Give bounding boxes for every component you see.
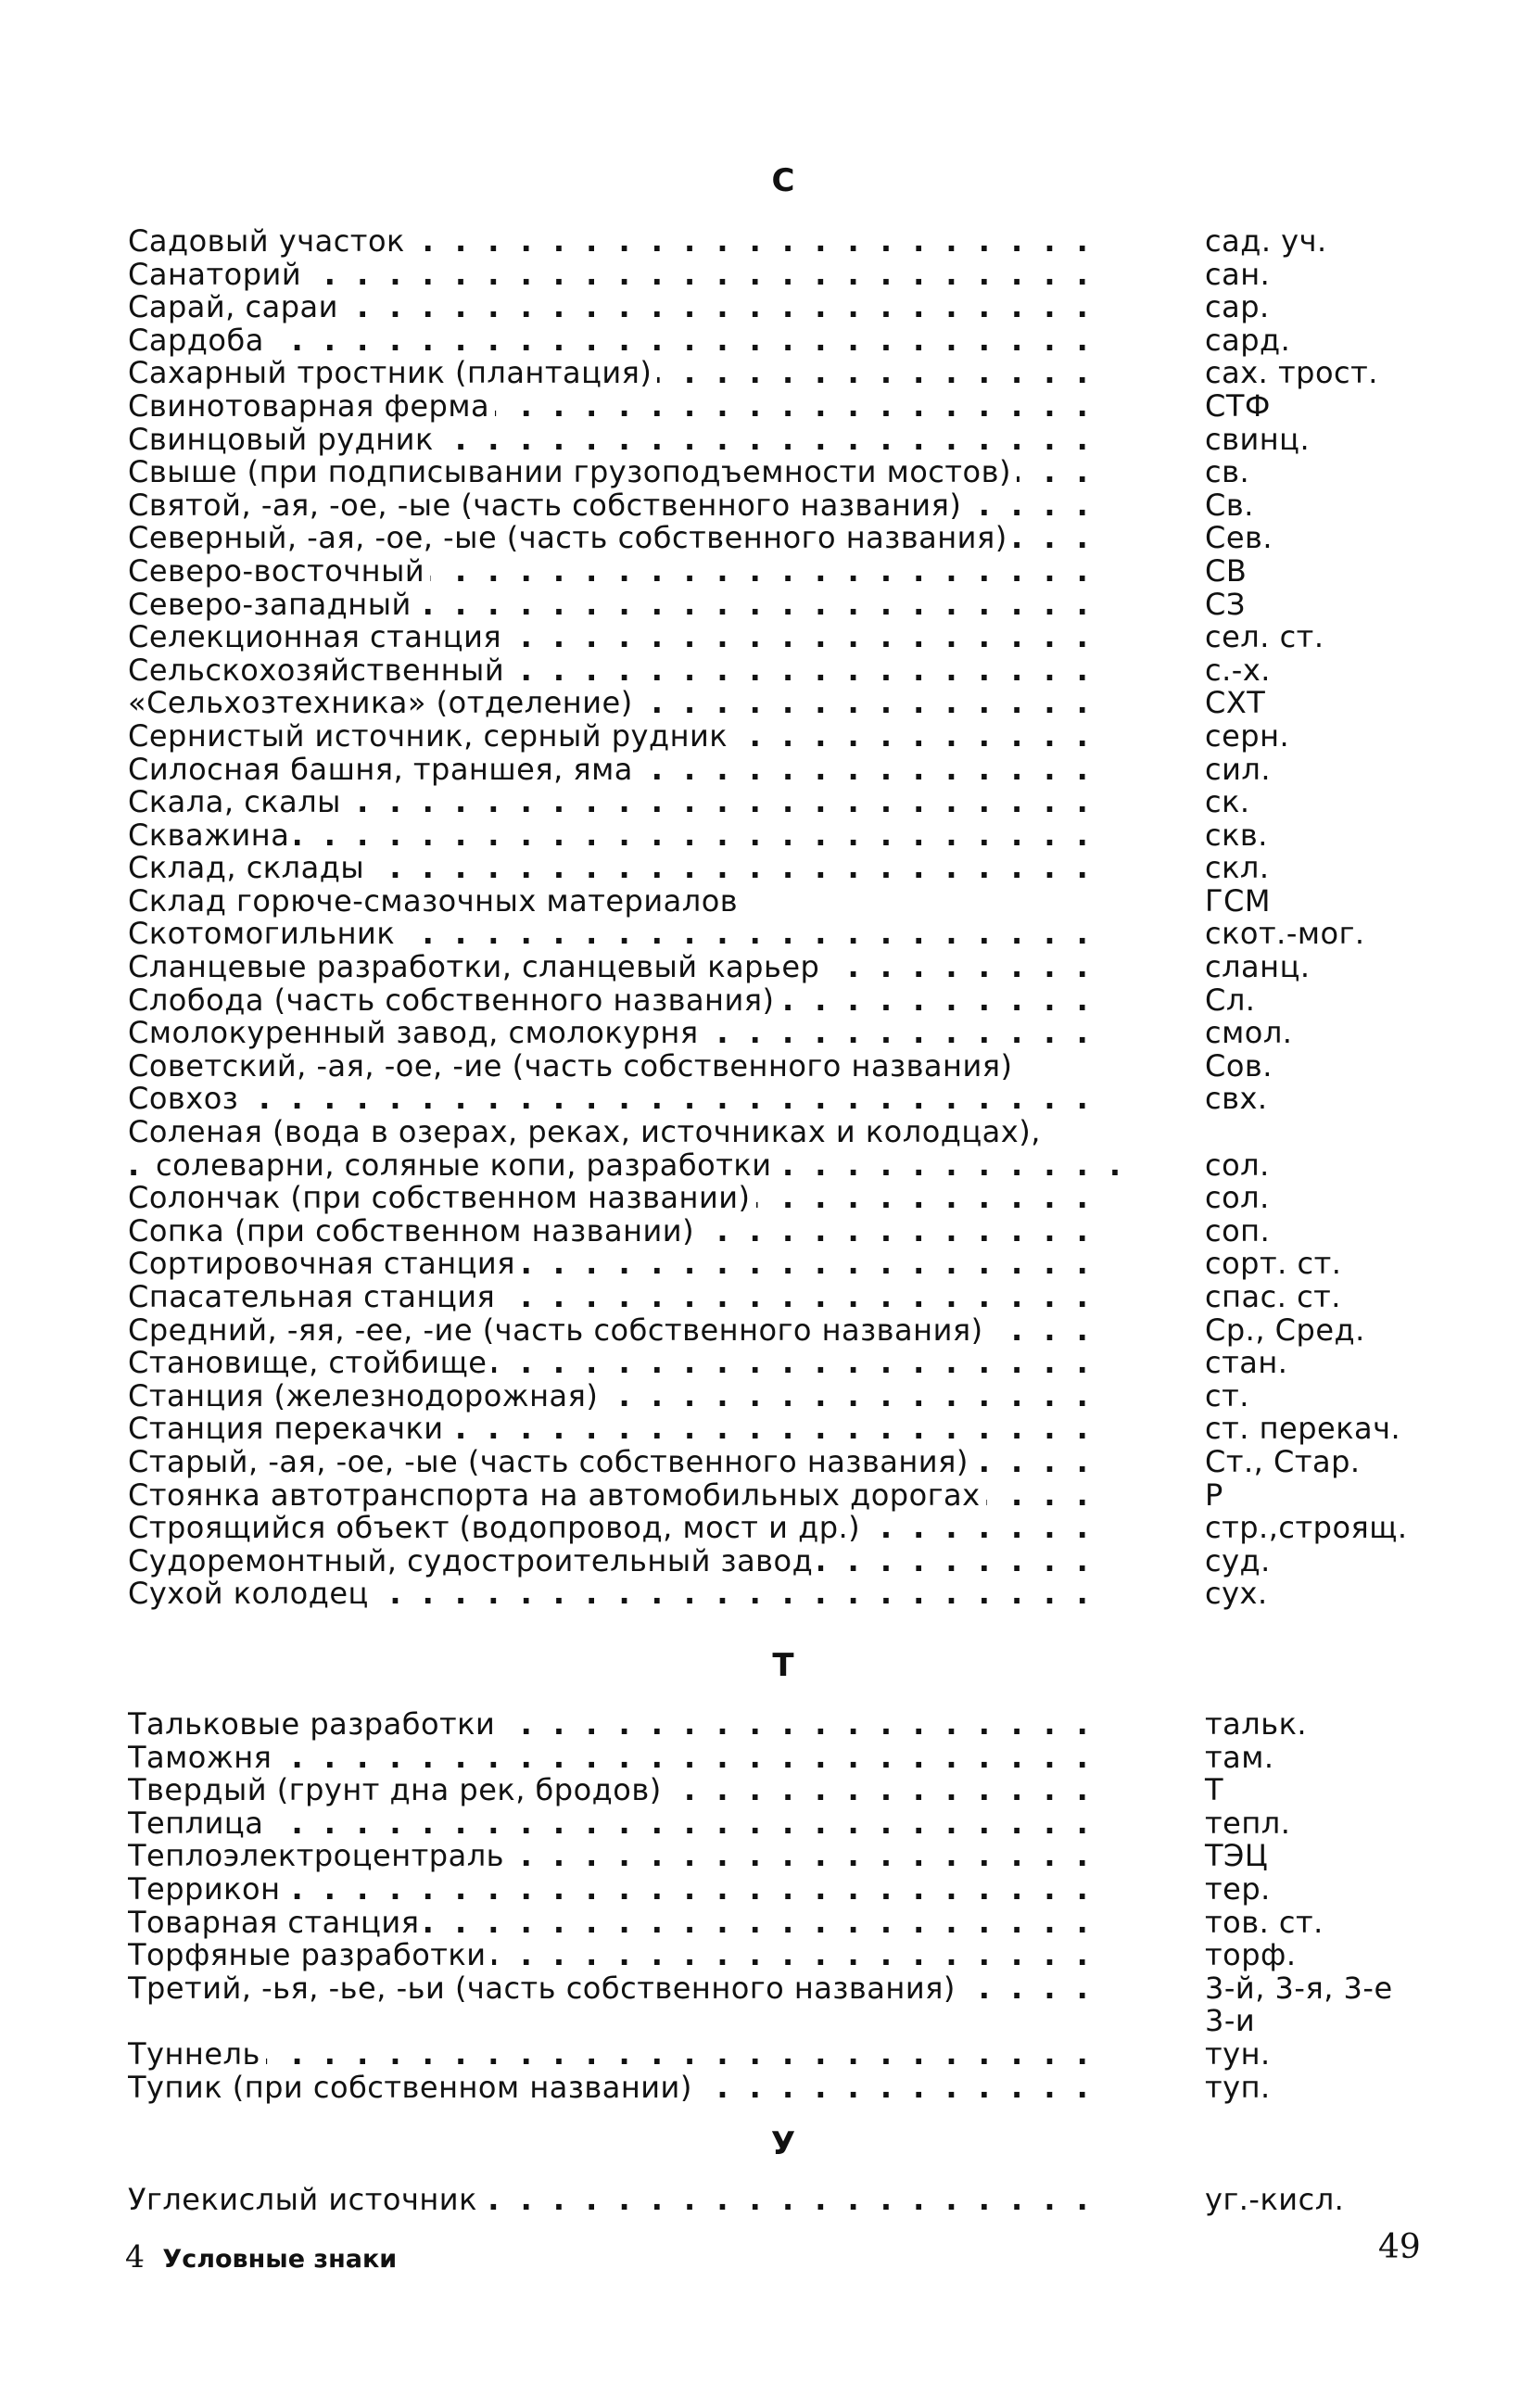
entry-term [128, 852, 1110, 885]
entry-term [128, 1380, 1110, 1413]
entry-abbreviation: сад. уч. [1205, 223, 1327, 259]
list-item [128, 1116, 1425, 1149]
entry-abbreviation: ст. [1205, 1377, 1249, 1413]
entry-term [128, 984, 1110, 1018]
entry-term-text: Скала, скалы [128, 786, 347, 819]
entry-abbreviation: уг.-кисл. [1205, 2182, 1345, 2217]
list-item [128, 687, 1425, 720]
entry-abbreviation: скв. [1205, 817, 1268, 853]
list-item [128, 1182, 1425, 1215]
entry-term [128, 1939, 1110, 1972]
entry-term-text: Станция (железнодорожная) [128, 1380, 603, 1413]
entry-term-text: Санаторий [128, 259, 307, 292]
list-item [128, 2184, 1425, 2217]
list-item [128, 357, 1425, 390]
entry-term-text: Смолокуренный завод, смолокурня [128, 1017, 704, 1050]
entry-term-text: Свинцовый рудник [128, 424, 439, 457]
entry-term-text: Станция перекачки [128, 1413, 450, 1446]
list-item [128, 1512, 1425, 1545]
list-item [128, 1939, 1425, 1972]
list-item [128, 324, 1425, 358]
entry-term [128, 1972, 1110, 2006]
entry-abbreviation: СВ [1205, 552, 1248, 589]
entry-term-text: Углекислый источник [128, 2184, 483, 2217]
entry-abbreviation: сар. [1205, 289, 1270, 325]
list-item [128, 1212, 1425, 1248]
entry-term-text [128, 2005, 133, 2038]
entry-term-text: Северо-восточный [128, 555, 430, 589]
entry-term [128, 621, 1110, 654]
list-item [128, 819, 1425, 853]
list-item [128, 225, 1425, 259]
entry-term [128, 786, 1110, 819]
entry-abbreviation: скот.-мог. [1205, 916, 1365, 952]
entry-abbreviation: сах. трост. [1205, 355, 1378, 391]
entry-term-text: Тупик (при собственном названии) [128, 2072, 698, 2105]
entry-term [128, 1512, 1110, 1545]
entry-term [128, 654, 1110, 688]
entry-term [128, 2005, 1110, 2038]
list-item [128, 1739, 1425, 1775]
entry-term [128, 918, 1110, 951]
list-item [128, 1708, 1425, 1742]
entry-term-text: Солончак (при собственном названии) [128, 1182, 756, 1215]
entry-abbreviation: сард. [1205, 322, 1291, 358]
entry-abbreviation: с.-х. [1205, 652, 1271, 688]
entry-term-text: Товарная станция [128, 1907, 424, 1940]
entry-term [128, 2184, 1110, 2217]
section-s-list [128, 225, 1425, 1611]
entry-term-text: Средний, -яя, -ее, -ие (часть собственного названия) [128, 1314, 989, 1348]
entry-abbreviation: Ст., Стар. [1205, 1443, 1361, 1479]
list-item [128, 1807, 1425, 1841]
entry-abbreviation: сух. [1205, 1576, 1268, 1612]
list-item [128, 852, 1425, 885]
entry-term-text: Террикон [128, 1873, 285, 1907]
list-item [128, 1017, 1425, 1050]
entry-term-text: Соленая (вода в озерах, реках, источниках и колодцах), [128, 1116, 1046, 1149]
page-number: 49 [1378, 2228, 1421, 2266]
entry-abbreviation: тун. [1205, 2035, 1271, 2072]
entry-term-text: Туннель [128, 2038, 266, 2072]
entry-term-text: Свинотоварная ферма [128, 390, 495, 424]
entry-term-text: Таможня [128, 1742, 277, 1775]
list-item [128, 522, 1425, 555]
entry-abbreviation: скл. [1205, 850, 1270, 886]
entry-abbreviation: Р [1205, 1476, 1223, 1513]
list-item [128, 1972, 1425, 2006]
entry-term [128, 1873, 1110, 1907]
entry-abbreviation: 3-и [1205, 2003, 1256, 2039]
entry-abbreviation: сел. ст. [1205, 619, 1324, 655]
list-item [128, 786, 1425, 819]
list-item [128, 1083, 1425, 1116]
entry-term [128, 522, 1110, 555]
entry-term [128, 1314, 1110, 1348]
entry-term-text: Совхоз [128, 1083, 244, 1116]
entry-term [128, 456, 1110, 489]
entry-abbreviation: Ср., Сред. [1205, 1312, 1365, 1348]
list-item [128, 1377, 1425, 1413]
entry-abbreviation: Т [1205, 1772, 1224, 1808]
entry-term [128, 589, 1110, 622]
entry-term-text: Судоремонтный, судостроительный завод [128, 1545, 818, 1578]
entry-term [128, 754, 1110, 787]
entry-term-text: солеварни, соляные копи, разработки [156, 1149, 777, 1183]
list-item [128, 751, 1425, 787]
entry-term [128, 390, 1110, 424]
entry-term-text: Сардоба [128, 324, 270, 358]
entry-term [128, 1578, 1110, 1611]
entry-abbreviation: сол. [1205, 1147, 1270, 1183]
entry-term [128, 1347, 1110, 1380]
entry-term [128, 951, 1110, 984]
entry-abbreviation: тальк. [1205, 1706, 1308, 1742]
entry-term-text: Скважина [128, 819, 295, 853]
list-item [128, 2005, 1425, 2038]
list-item [128, 1840, 1425, 1873]
entry-abbreviation: ТЭЦ [1205, 1838, 1269, 1874]
entry-term [128, 489, 1110, 523]
entry-abbreviation: Сев. [1205, 520, 1273, 556]
entry-term [128, 1708, 1110, 1742]
entry-term-text: Тальковые разработки [128, 1708, 500, 1742]
entry-term-text: Скотомогильник [128, 918, 400, 951]
entry-abbreviation: стан. [1205, 1345, 1288, 1381]
list-item [128, 1870, 1425, 1907]
entry-abbreviation: СТФ [1205, 387, 1271, 424]
list-item [128, 1413, 1425, 1446]
entry-abbreviation: Сл. [1205, 982, 1256, 1018]
running-footer [125, 2238, 397, 2275]
sheet-title: Условные знаки [162, 2245, 398, 2274]
list-item [128, 951, 1425, 984]
entry-term-text: Северо-западный [128, 589, 417, 622]
entry-abbreviation: соп. [1205, 1212, 1271, 1248]
entry-term-text: Святой, -ая, -ое, -ые (часть собственного названия) [128, 489, 967, 523]
sheet-number: 4 [125, 2238, 145, 2275]
list-item [128, 621, 1425, 654]
entry-term-text: Склад, склады [128, 852, 370, 885]
entry-term-text: Сахарный тростник (плантация) [128, 357, 657, 390]
list-item [128, 2035, 1425, 2072]
section-letter-t: Т [772, 1647, 794, 1684]
entry-term-text: Сопка (при собственном названии) [128, 1215, 700, 1248]
entry-abbreviation: тер. [1205, 1870, 1271, 1907]
entry-term-text: Спасательная станция [128, 1281, 500, 1314]
entry-term [128, 1446, 1110, 1479]
entry-term-text: Теплоэлектроцентраль [128, 1840, 510, 1873]
section-letter-u: У [770, 2125, 796, 2162]
entry-abbreviation: ГСМ [1205, 882, 1271, 919]
entry-term [128, 1742, 1110, 1775]
entry-abbreviation: сил. [1205, 751, 1272, 787]
entry-term [128, 1017, 1110, 1050]
entry-term [128, 1281, 1110, 1314]
list-item [128, 717, 1425, 754]
entry-term [128, 1479, 1110, 1513]
section-letter-s: С [771, 162, 795, 199]
section-t-list [128, 1708, 1425, 2104]
list-item [128, 654, 1425, 688]
list-item [128, 456, 1425, 489]
entry-abbreviation: спас. ст. [1205, 1279, 1341, 1314]
entry-term [128, 1182, 1110, 1215]
entry-term [128, 357, 1110, 390]
entry-term [128, 1413, 1110, 1446]
entry-term-text: Строящийся объект (водопровод, мост и др.) [128, 1512, 866, 1545]
list-item [128, 1542, 1425, 1578]
entry-term-text: Теплица [128, 1807, 269, 1841]
list-item [128, 918, 1425, 951]
entry-abbreviation: серн. [1205, 717, 1290, 754]
list-item [128, 1476, 1425, 1513]
entry-term-text: Слобода (часть собственного названия) [128, 984, 780, 1018]
entry-term [128, 1116, 1110, 1149]
list-item [128, 1149, 1425, 1183]
entry-term-text: Сортировочная станция [128, 1248, 521, 1281]
entry-term-text: «Сельхозтехника» (отделение) [128, 687, 639, 720]
entry-term [128, 819, 1110, 853]
entry-term-text: Стоянка автотранспорта на автомобильных дорогах [128, 1479, 986, 1513]
list-item [128, 984, 1425, 1018]
entry-abbreviation: св. [1205, 454, 1250, 490]
entry-term [128, 720, 1110, 754]
list-item [128, 291, 1425, 324]
entry-abbreviation: сол. [1205, 1180, 1270, 1216]
entry-term [128, 1907, 1110, 1940]
entry-term [128, 2038, 1110, 2072]
list-item [128, 1578, 1425, 1611]
entry-term-text: Селекционная станция [128, 621, 507, 654]
entry-abbreviation: Св. [1205, 487, 1254, 523]
entry-abbreviation: торф. [1205, 1937, 1297, 1973]
list-item [128, 586, 1425, 622]
section-u-list [128, 2184, 1425, 2217]
entry-abbreviation: свх. [1205, 1081, 1268, 1117]
entry-term-text: Твердый (грунт дна рек, бродов) [128, 1774, 667, 1807]
entry-term [128, 424, 1110, 457]
entry-abbreviation: сланц. [1205, 949, 1311, 985]
entry-term [128, 1545, 1110, 1578]
entry-abbreviation: смол. [1205, 1015, 1293, 1051]
entry-term-text: Старый, -ая, -ое, -ые (часть собственного названия) [128, 1446, 974, 1479]
entry-abbreviation: сорт. ст. [1205, 1246, 1342, 1282]
list-item [128, 421, 1425, 457]
list-item [128, 489, 1425, 523]
entry-abbreviation: 3-й, 3-я, 3-е [1205, 1970, 1393, 2006]
entry-term [128, 1248, 1110, 1281]
list-item [128, 256, 1425, 292]
entry-term [128, 324, 1110, 358]
entry-term-text: Сельскохозяйственный [128, 654, 510, 688]
entry-abbreviation: ск. [1205, 784, 1250, 820]
entry-term [128, 291, 1110, 324]
entry-term-text: Садовый участок [128, 225, 411, 259]
entry-abbreviation: тов. ст. [1205, 1904, 1324, 1940]
entry-term [128, 225, 1110, 259]
list-item [128, 2069, 1425, 2105]
entry-term-text: Северный, -ая, -ое, -ые (часть собственного названия) [128, 522, 1013, 555]
entry-term-text: Сланцевые разработки, сланцевый карьер [128, 951, 825, 984]
entry-abbreviation: туп. [1205, 2069, 1271, 2105]
entry-abbreviation: Сов. [1205, 1047, 1273, 1084]
entry-abbreviation: там. [1205, 1739, 1274, 1775]
entry-abbreviation: свинц. [1205, 421, 1311, 457]
list-item [128, 1047, 1425, 1084]
entry-term [128, 687, 1110, 720]
entry-abbreviation: суд. [1205, 1542, 1271, 1578]
list-item [128, 1314, 1425, 1348]
entry-term-text: Склад горюче-смазочных материалов [128, 885, 743, 919]
list-item [128, 1774, 1425, 1807]
entry-term [128, 2072, 1110, 2105]
entry-term-text: Сарай, сараи [128, 291, 344, 324]
entry-term [128, 1807, 1110, 1841]
entry-term [128, 259, 1110, 292]
entry-term-text: Третий, -ья, -ье, -ьи (часть собственного названия) [128, 1972, 961, 2006]
entry-term-text: Свыше (при подписывании грузоподъемности мостов) [128, 456, 1017, 489]
list-item [128, 1904, 1425, 1940]
list-item [128, 1347, 1425, 1380]
entry-term-text: Советский, -ая, -ое, -ие (часть собственного названия) [128, 1050, 1018, 1084]
entry-abbreviation: СХТ [1205, 685, 1266, 721]
entry-term [128, 1050, 1110, 1084]
entry-term-text: Сухой колодец [128, 1578, 374, 1611]
entry-term [128, 1215, 1110, 1248]
entry-term [128, 1840, 1110, 1873]
list-item [128, 552, 1425, 589]
entry-abbreviation: тепл. [1205, 1805, 1291, 1841]
entry-abbreviation: сан. [1205, 256, 1271, 292]
entry-term [128, 555, 1110, 589]
list-item [128, 882, 1425, 919]
entry-term [128, 885, 1110, 919]
entry-term [128, 1774, 1110, 1807]
entry-abbreviation: стр.,строящ. [1205, 1510, 1408, 1546]
list-item [128, 1281, 1425, 1314]
entry-term [128, 1083, 1110, 1116]
entry-term-text: Сернистый источник, серный рудник [128, 720, 733, 754]
list-item [128, 387, 1425, 424]
entry-term-text: Становище, стойбище [128, 1347, 492, 1380]
entry-abbreviation: ст. перекач. [1205, 1411, 1401, 1447]
list-item [128, 1248, 1425, 1281]
entry-term [128, 1149, 1138, 1183]
entry-term-text: Торфяные разработки [128, 1939, 492, 1972]
entry-term-text: Силосная башня, траншея, яма [128, 754, 639, 787]
entry-abbreviation: СЗ [1205, 586, 1246, 622]
list-item [128, 1443, 1425, 1479]
